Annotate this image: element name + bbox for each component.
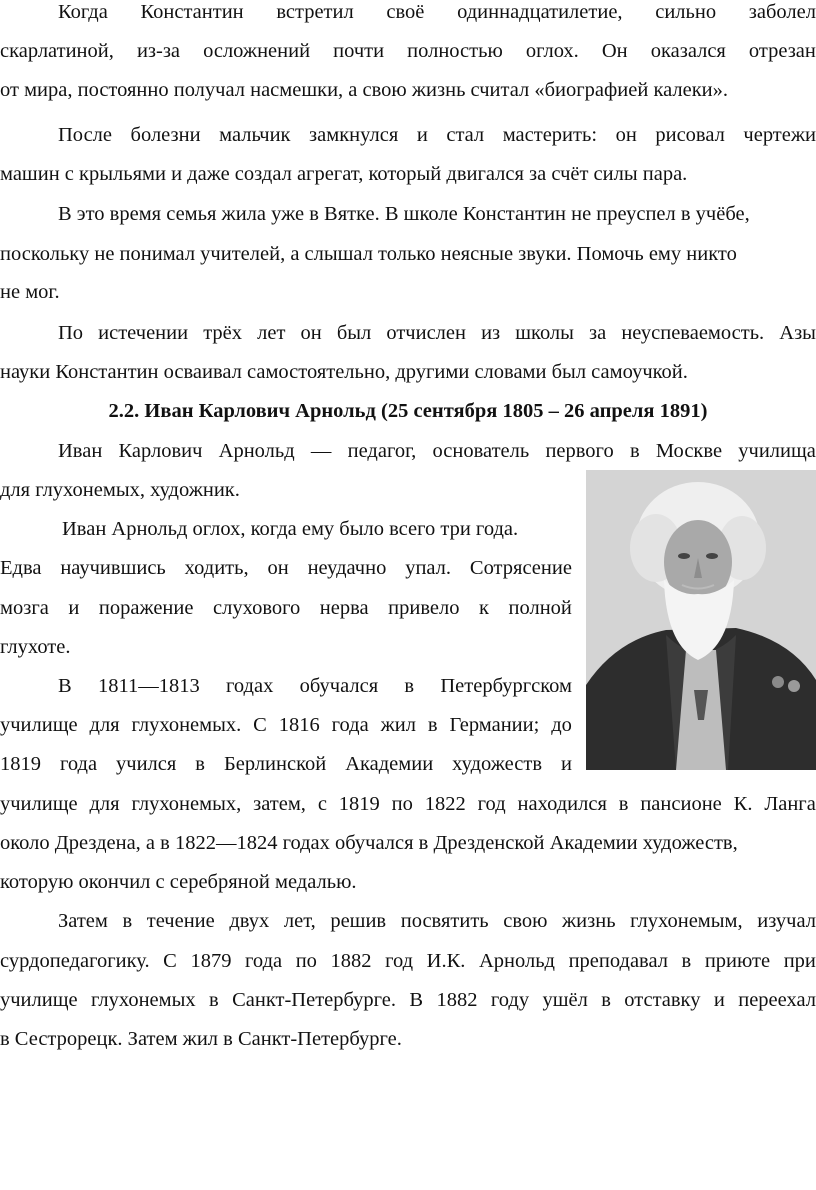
word: в	[122, 910, 133, 932]
text-line: для глухонемых, художник.	[0, 479, 240, 501]
word: в	[404, 675, 415, 697]
word: году	[490, 989, 530, 1011]
text-line	[0, 33, 816, 69]
text-line: около Дрездена, а в 1822—1824 годах обучался в Дрезденской Академии художеств,	[0, 832, 738, 854]
word: встретил	[276, 1, 354, 23]
word: 1822	[424, 793, 466, 815]
word: По	[58, 322, 84, 344]
word: заболел	[748, 1, 816, 23]
word: течение	[146, 910, 215, 932]
text-line	[0, 0, 816, 30]
word: почти	[333, 40, 385, 62]
word: школы	[515, 322, 574, 344]
word: оказался	[650, 40, 726, 62]
word: преподавал	[568, 950, 668, 972]
word: неудачно	[307, 557, 387, 579]
word: С	[163, 950, 177, 972]
text-line: не мог.	[0, 281, 60, 303]
word: изучал	[757, 910, 816, 932]
word: После	[58, 124, 112, 146]
word: приюте	[704, 950, 771, 972]
word: Санкт-Петербурге.	[232, 989, 397, 1011]
text-line: от мира, постоянно получал насмешки, а свою жизнь считал «биографией калеки».	[0, 79, 729, 101]
word: при	[783, 950, 816, 972]
word: трёх	[203, 322, 243, 344]
word: жизнь	[562, 910, 616, 932]
word: осложнений	[203, 40, 311, 62]
word: глухонемых.	[131, 714, 242, 736]
text-line	[0, 550, 572, 586]
word: Арнольд	[478, 950, 555, 972]
word: оглох.	[525, 40, 579, 62]
word: ходить,	[184, 557, 249, 579]
word: мозга	[0, 597, 49, 619]
word: училище	[0, 793, 78, 815]
word: решив	[330, 910, 387, 932]
word: года	[245, 950, 283, 972]
word: в	[629, 440, 640, 462]
word: лет	[257, 322, 286, 344]
text-line: которую окончил с серебряной медалью.	[0, 871, 357, 893]
word: Москве	[655, 440, 723, 462]
word: слухового	[213, 597, 301, 619]
word: в	[195, 753, 205, 775]
word: Карлович	[118, 440, 203, 462]
text-line	[0, 746, 572, 782]
word: сурдопедагогику.	[0, 950, 150, 972]
word: в	[601, 989, 611, 1011]
word: —	[310, 440, 332, 462]
word: училища	[738, 440, 816, 462]
word: истечении	[98, 322, 189, 344]
word: отчислен	[386, 322, 466, 344]
word: затем,	[253, 793, 306, 815]
text-line: Иван Арнольд оглох, когда ему было всего три года.	[62, 518, 519, 540]
word: художеств	[452, 753, 542, 775]
text-line: глухоте.	[0, 636, 71, 658]
word: для	[89, 714, 120, 736]
word: полностью	[407, 40, 503, 62]
text-line: науки Константин осваивал самостоятельно, другими словами был самоучкой.	[0, 361, 688, 383]
word: года	[331, 714, 369, 736]
word: по	[295, 950, 317, 972]
word: упал.	[405, 557, 452, 579]
word: Константин	[140, 1, 244, 23]
word: посвятить	[400, 910, 489, 932]
word: из-за	[136, 40, 181, 62]
word: лет,	[283, 910, 316, 932]
word: он	[300, 322, 322, 344]
word: двух	[229, 910, 270, 932]
word: Затем	[58, 910, 108, 932]
word: глухонемых	[91, 989, 196, 1011]
word: 1811—1813	[97, 675, 200, 697]
word: Когда	[58, 1, 108, 23]
word: Он	[601, 40, 628, 62]
word: год	[385, 950, 414, 972]
word: рисовал	[655, 124, 725, 146]
word: Ланга	[764, 793, 816, 815]
word: отрезан	[748, 40, 816, 62]
text-line	[0, 433, 816, 469]
word: за	[589, 322, 607, 344]
word: скарлатиной,	[0, 40, 114, 62]
word: С	[253, 714, 267, 736]
word: и	[416, 124, 428, 146]
word: он	[267, 557, 289, 579]
text-line	[0, 707, 572, 743]
word: глухонемых,	[131, 793, 242, 815]
text-line	[0, 668, 572, 704]
word: 1882	[436, 989, 478, 1011]
word: Академии	[345, 753, 434, 775]
word: обучался	[299, 675, 379, 697]
word: в	[209, 989, 219, 1011]
word: ушёл	[542, 989, 588, 1011]
word: к	[479, 597, 489, 619]
text-line	[0, 315, 816, 351]
word: мастерить:	[502, 124, 598, 146]
word: в	[681, 950, 692, 972]
word: и	[713, 989, 725, 1011]
word: Едва	[0, 557, 42, 579]
word: основатель	[432, 440, 530, 462]
word: из	[481, 322, 501, 344]
word: с	[317, 793, 327, 815]
word: стал	[446, 124, 485, 146]
word: был	[336, 322, 372, 344]
word: училище	[0, 989, 78, 1011]
word: свою	[503, 910, 548, 932]
text-line	[0, 117, 816, 153]
word: учился	[116, 753, 177, 775]
text-line: В это время семья жила уже в Вятке. В школе Константин не преуспел в учёбе,	[58, 203, 750, 225]
word: привело	[388, 597, 460, 619]
word: в	[618, 793, 629, 815]
text-line: в Сестрорецк. Затем жил в Санкт-Петербурге.	[0, 1028, 402, 1050]
word: Иван	[58, 440, 103, 462]
word: первого	[545, 440, 614, 462]
word: В	[409, 989, 424, 1011]
text-line	[0, 982, 816, 1018]
word: замкнулся	[309, 124, 399, 146]
word: и	[560, 753, 572, 775]
word: 1819	[338, 793, 380, 815]
word: и	[68, 597, 80, 619]
word: находился	[517, 793, 607, 815]
word: до	[551, 714, 572, 736]
word: переехал	[738, 989, 816, 1011]
word: Германии;	[449, 714, 540, 736]
word: для	[89, 793, 120, 815]
section-heading: 2.2. Иван Карлович Арнольд (25 сентября 1805 – 26 апреля 1891)	[108, 400, 708, 422]
word: К.	[733, 793, 753, 815]
word: В	[58, 675, 72, 697]
portrait-image	[586, 470, 816, 770]
word: Петербургском	[440, 675, 572, 697]
word: неуспеваемость.	[621, 322, 765, 344]
word: 1882	[330, 950, 372, 972]
text-line: машин с крыльями и даже создал агрегат, который двигался за счёт силы пара.	[0, 163, 688, 185]
word: жил	[380, 714, 416, 736]
word: отставку	[624, 989, 701, 1011]
word: Сотрясение	[469, 557, 572, 579]
word: И.К.	[426, 950, 466, 972]
text-line	[0, 943, 816, 979]
word: одиннадцатилетие,	[457, 1, 623, 23]
word: года	[59, 753, 98, 775]
text-line	[0, 590, 572, 626]
word: чертежи	[743, 124, 816, 146]
word: в	[427, 714, 438, 736]
word: годах	[226, 675, 274, 697]
word: сильно	[655, 1, 717, 23]
word: 1816	[278, 714, 320, 736]
word: Азы	[779, 322, 816, 344]
word: он	[615, 124, 637, 146]
word: глухонемым,	[630, 910, 743, 932]
word: своё	[386, 1, 425, 23]
word: нерва	[319, 597, 369, 619]
word: болезни	[130, 124, 201, 146]
word: 1879	[190, 950, 232, 972]
word: научившись	[60, 557, 166, 579]
word: 1819	[0, 753, 41, 775]
word: Берлинской	[223, 753, 327, 775]
word: Арнольд	[218, 440, 295, 462]
text-line	[0, 903, 816, 939]
word: год	[477, 793, 506, 815]
word: поражение	[98, 597, 194, 619]
word: полной	[508, 597, 572, 619]
word: по	[391, 793, 413, 815]
text-line: поскольку не понимал учителей, а слышал только неясные звуки. Помочь ему никто	[0, 243, 737, 265]
word: педагог,	[347, 440, 417, 462]
word: мальчик	[219, 124, 291, 146]
word: училище	[0, 714, 78, 736]
text-line	[0, 786, 816, 822]
word: пансионе	[640, 793, 722, 815]
